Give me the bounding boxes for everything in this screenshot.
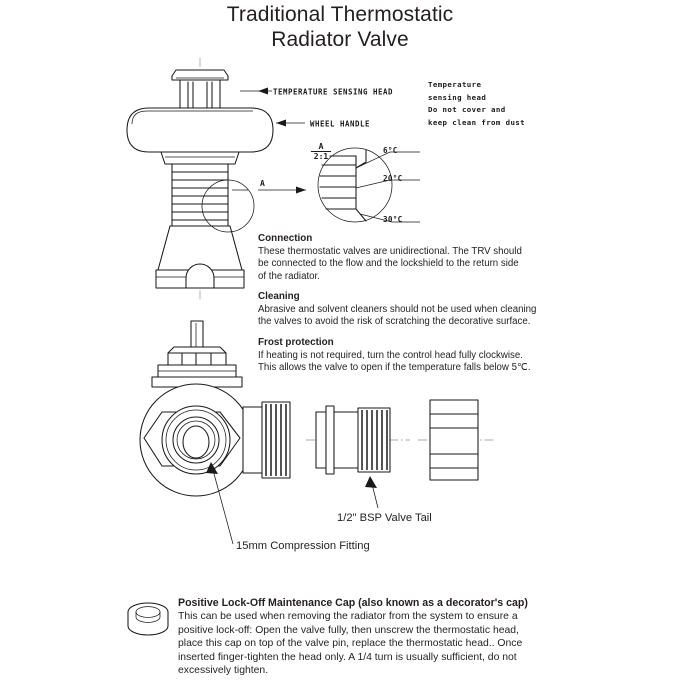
section-mark-a: A bbox=[260, 179, 265, 188]
detail-mark-letter: A bbox=[318, 142, 324, 151]
section-connection-heading: Connection bbox=[258, 233, 313, 244]
section-frost-line-2: This allows the valve to open if the temperature falls below 5℃. bbox=[258, 362, 531, 374]
note-line-4: keep clean from dust bbox=[428, 117, 525, 127]
lock-off-line-4: inserted finger-tighten the head only. A 1/4 turn is usually sufficient, do not bbox=[178, 651, 517, 663]
note-line-2: sensing head bbox=[428, 92, 487, 102]
lock-off-cap-icon bbox=[128, 603, 168, 635]
section-frost-heading: Frost protection bbox=[258, 337, 334, 348]
temp-label-6c: 6°C bbox=[383, 146, 398, 155]
section-connection-line-3: of the radiator. bbox=[258, 270, 320, 282]
section-connection-line-1: These thermostatic valves are unidirectional. The TRV should bbox=[258, 245, 522, 257]
section-cleaning bbox=[258, 291, 583, 329]
lock-off-section bbox=[178, 597, 582, 677]
detail-mark-a bbox=[311, 142, 331, 161]
section-frost-protection bbox=[258, 337, 583, 375]
callout-bsp-valve-tail: 1/2" BSP Valve Tail bbox=[337, 512, 432, 524]
section-frost-line-1: If heating is not required, turn the control head fully clockwise. bbox=[258, 349, 523, 361]
note-line-3: Do not cover and bbox=[428, 105, 506, 115]
lock-off-line-2: positive lock-off: Open the valve fully, then unscrew the thermostatic head, bbox=[178, 624, 519, 636]
section-cleaning-line-2: the valves to avoid the risk of scratching the decorative surface. bbox=[258, 316, 531, 328]
lock-off-line-5: excessively tighten. bbox=[178, 665, 269, 677]
note-line-1: Temperature bbox=[428, 80, 482, 89]
tail-threads bbox=[358, 408, 390, 472]
section-cleaning-heading: Cleaning bbox=[258, 291, 300, 302]
bsp-valve-tail-part bbox=[306, 406, 410, 474]
hex-nut-part bbox=[418, 400, 495, 480]
section-connection bbox=[258, 233, 578, 283]
section-connection-line-2: be connected to the flow and the lockshield to the return side bbox=[258, 258, 519, 270]
lock-off-heading: Positive Lock-Off Maintenance Cap (also known as a decorator's cap) bbox=[178, 597, 528, 609]
title-line-2: Radiator Valve bbox=[271, 28, 409, 51]
detail-mark-scale: 2:1 bbox=[311, 151, 331, 161]
label-temperature-sensing-head: TEMPERATURE SENSING HEAD bbox=[273, 87, 393, 97]
section-cleaning-line-1: Abrasive and solvent cleaners should not be used when cleaning bbox=[258, 303, 537, 315]
thermostatic-head-assembly bbox=[127, 58, 273, 300]
lock-off-line-1: This can be used when removing the radiator from the system to ensure a bbox=[178, 611, 518, 623]
label-wheel-handle: WHEEL HANDLE bbox=[310, 119, 370, 129]
title-line-1: Traditional Thermostatic bbox=[226, 3, 454, 26]
sensing-head-note bbox=[428, 79, 525, 129]
temp-label-20c: 20°C bbox=[383, 174, 403, 183]
lock-off-line-3: place this cap on top of the valve pin, replace the thermostatic head.. Once bbox=[178, 638, 523, 650]
threaded-outlet bbox=[262, 402, 290, 478]
callout-compression-fitting: 15mm Compression Fitting bbox=[236, 540, 370, 552]
temp-label-30c: 30°C bbox=[383, 215, 403, 224]
